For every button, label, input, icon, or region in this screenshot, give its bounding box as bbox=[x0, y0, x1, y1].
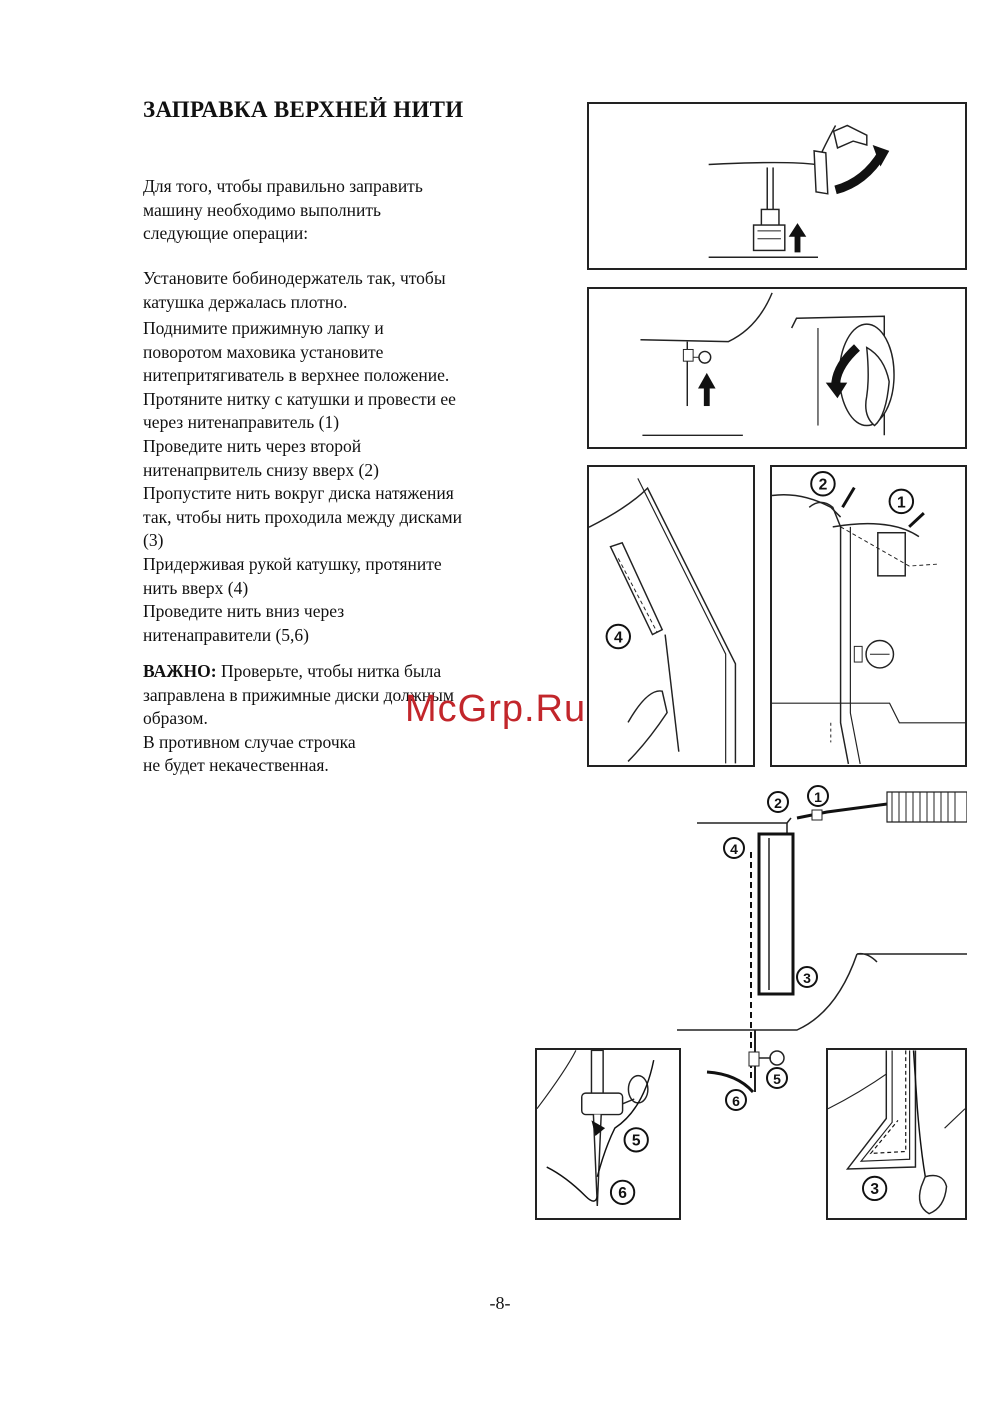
marker-4-label: 4 bbox=[613, 629, 623, 647]
intro-paragraph: Для того, чтобы правильно заправить машину необходимо выполнить следующие операции: bbox=[143, 176, 423, 244]
figure-needle-guides-5-6 bbox=[535, 1048, 681, 1220]
thread-guides-illustration bbox=[772, 467, 965, 765]
thread-up-illustration bbox=[589, 467, 753, 765]
tension-discs-illustration bbox=[828, 1050, 965, 1218]
page-title: ЗАПРАВКА ВЕРХНЕЙ НИТИ bbox=[143, 97, 464, 122]
marker-4-label: 4 bbox=[730, 841, 738, 857]
marker-3-label: 3 bbox=[870, 1181, 879, 1199]
figure-turn-handwheel bbox=[587, 287, 967, 449]
marker-1-label: 1 bbox=[814, 789, 822, 805]
needle-guides-illustration bbox=[537, 1050, 679, 1218]
page-number: -8- bbox=[489, 1293, 511, 1313]
figure-thread-guides-1-2 bbox=[770, 465, 967, 767]
figure-tension-discs-3 bbox=[826, 1048, 967, 1220]
presser-foot-illustration bbox=[589, 104, 965, 268]
marker-6-label: 6 bbox=[732, 1093, 740, 1109]
watermark: McGrp.Ru bbox=[405, 688, 587, 730]
bobbin-instruction: Установите бобинодержатель так, чтобы катушка держалась плотно. bbox=[143, 268, 446, 312]
figure-raise-presser-foot bbox=[587, 102, 967, 270]
marker-2-label: 2 bbox=[774, 795, 782, 811]
marker-2-label: 2 bbox=[818, 476, 828, 494]
marker-6-label: 6 bbox=[618, 1185, 627, 1203]
threading-steps: Поднимите прижимную лапку и поворотом маховика установите нитепритягиватель в верхнее положение. Протяните нитку с катушки и провести ее через нитенаправитель (1) Проведите нить через второй нитенапрвитель снизу вверх (2) Пропустите нить вокруг диска натяжения так, чтобы нить проходила между дисками (3) Придерживая рукой катушку, протяните нить вверх (4) Проведите нить вниз через нитенаправители (5,6) bbox=[143, 318, 462, 645]
marker-5-label: 5 bbox=[773, 1071, 781, 1087]
important-text: Проверьте, чтобы нитка была заправлена в прижимные диски должным образом. В противном случае строчка не будет некачественная. bbox=[143, 661, 455, 776]
handwheel-illustration bbox=[589, 289, 965, 447]
important-label: ВАЖНО: bbox=[143, 661, 217, 681]
marker-1-label: 1 bbox=[896, 494, 906, 512]
figure-thread-up-step-4 bbox=[587, 465, 755, 767]
marker-5-label: 5 bbox=[631, 1132, 641, 1150]
marker-3-label: 3 bbox=[803, 970, 811, 986]
